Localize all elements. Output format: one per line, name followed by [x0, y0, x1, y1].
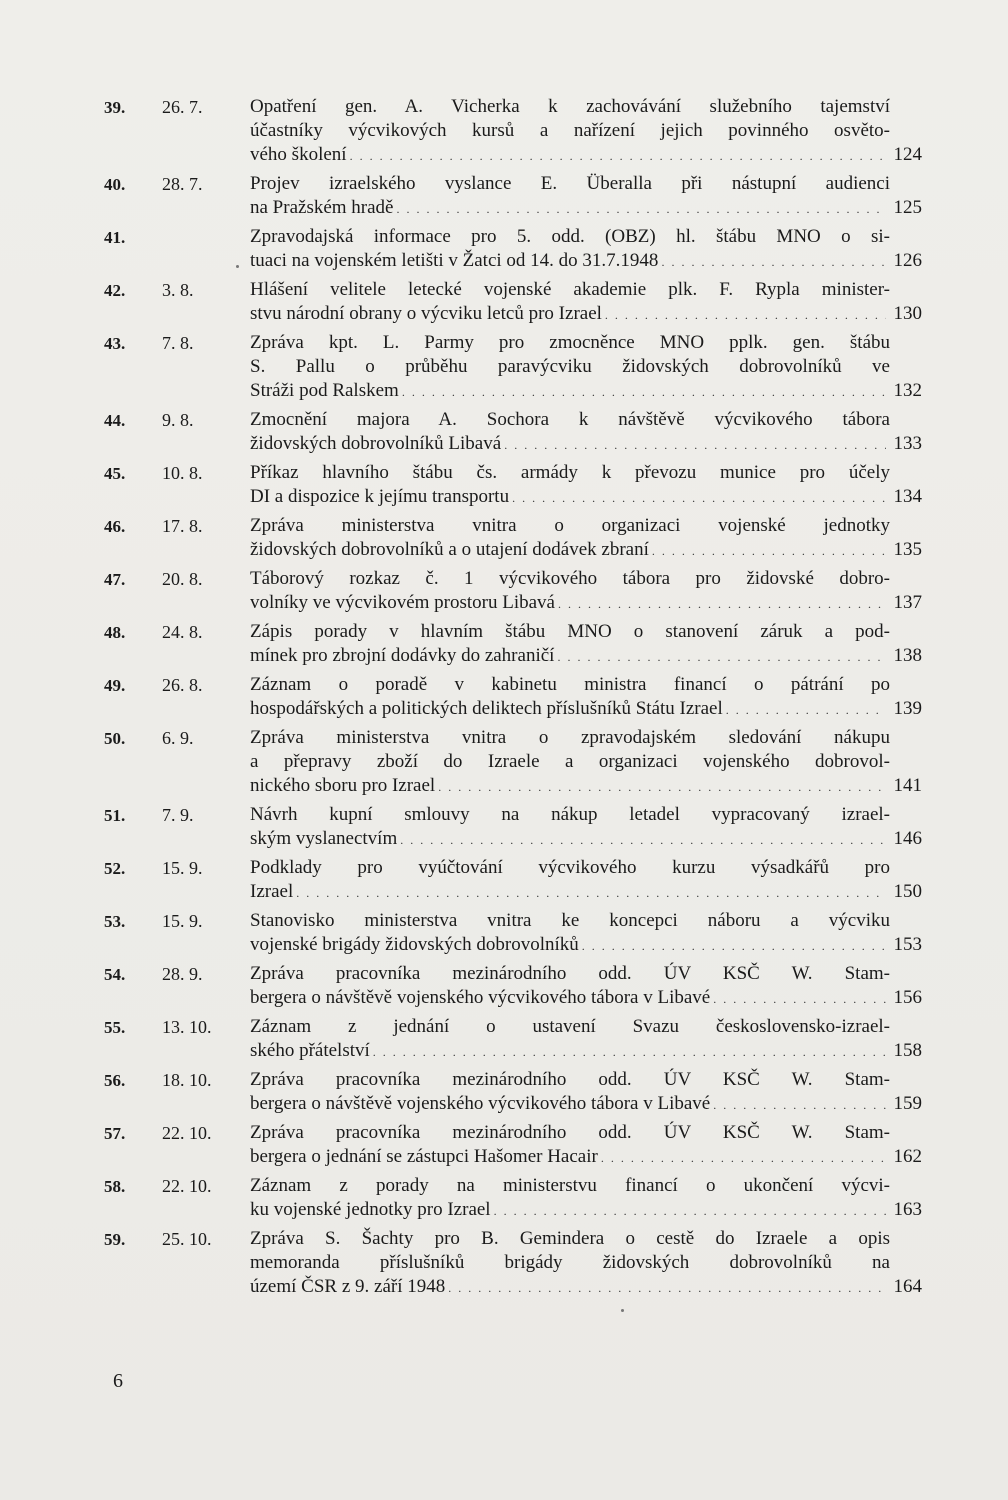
toc-entry [104, 461, 934, 510]
entry-title-line: Podklady pro vyúčtování výcvikového kurzu výsadkářů pro [250, 857, 890, 878]
toc-entry [104, 1015, 934, 1064]
entry-page-number: 158 [893, 1040, 922, 1061]
entry-title-last-line [250, 379, 922, 404]
entry-date: 28. 9. [162, 964, 203, 984]
entry-number: 53. [104, 912, 126, 931]
entry-title [250, 567, 934, 616]
entry-page-number: 163 [893, 1199, 922, 1220]
dot-leader [373, 1040, 886, 1064]
entry-title-line: účastníky výcvikových kursů a nařízení jejich povinného osvěto- [250, 120, 890, 141]
entry-title-last-line [250, 1039, 922, 1064]
toc-entry [104, 620, 934, 669]
entry-number: 56. [104, 1071, 126, 1090]
entry-number: 45. [104, 464, 126, 483]
entry-number: 42. [104, 281, 126, 300]
dot-leader [557, 645, 886, 669]
entry-title-line: S. Pallu o průběhu paravýcviku židovských dobrovolníků ve [250, 356, 890, 377]
toc-entry [104, 1174, 934, 1223]
entry-title [250, 514, 934, 563]
entry-date: 6. 9. [162, 728, 194, 748]
entry-title-line: vého školení [250, 144, 347, 165]
entry-title [250, 856, 934, 905]
entry-title-line: bergera o návštěvě vojenského výcvikového tábora v Libavé [250, 1093, 711, 1114]
entry-title-line: Hlášení velitele letecké vojenské akademie plk. F. Rypla minister- [250, 279, 890, 300]
dot-leader [448, 1276, 886, 1300]
dot-leader [504, 433, 886, 457]
entry-date: 15. 9. [162, 858, 203, 878]
toc-entry [104, 856, 934, 905]
entry-title-last-line [250, 986, 922, 1011]
toc-entry [104, 1227, 934, 1300]
entry-title-last-line [250, 1275, 922, 1300]
entry-title-last-line [250, 196, 922, 221]
toc-entry [104, 673, 934, 722]
entry-title-last-line [250, 538, 922, 563]
dot-leader [582, 934, 886, 958]
entry-title [250, 673, 934, 722]
table-of-contents [104, 95, 934, 1304]
entry-number: 43. [104, 334, 126, 353]
entry-title [250, 962, 934, 1011]
entry-page-number: 164 [893, 1276, 922, 1297]
entry-title-line: Záznam o poradě v kabinetu ministra financí o pátrání po [250, 674, 890, 695]
entry-date: 22. 10. [162, 1176, 212, 1196]
entry-date: 26. 8. [162, 675, 203, 695]
dot-leader [558, 592, 886, 616]
entry-page-number: 159 [893, 1093, 922, 1114]
entry-title-line: Záznam z porady na ministerstvu financí o ukončení výcvi- [250, 1175, 890, 1196]
entry-number: 59. [104, 1230, 126, 1249]
entry-date: 24. 8. [162, 622, 203, 642]
entry-title-line: Návrh kupní smlouvy na nákup letadel vypracovaný izrael- [250, 804, 890, 825]
toc-entry [104, 172, 934, 221]
dot-leader [438, 775, 886, 799]
entry-title [250, 461, 934, 510]
entry-title-line: Zpráva S. Šachty pro B. Gemindera o cestě do Izraele a opis [250, 1228, 890, 1249]
entry-title-line: stvu národní obrany o výcviku letců pro Izrael [250, 303, 602, 324]
entry-title-line: ku vojenské jednotky pro Izrael [250, 1199, 491, 1220]
entry-title-line: Zpráva kpt. L. Parmy pro zmocněnce MNO pplk. gen. štábu [250, 332, 890, 353]
paper-speck [236, 265, 239, 268]
entry-title-line: vojenské brigády židovských dobrovolníků [250, 934, 579, 955]
entry-date: 7. 8. [162, 333, 194, 353]
entry-title-line: tuaci na vojenském letišti v Žatci od 14. do 31.7.1948 [250, 250, 659, 271]
entry-title-last-line [250, 774, 922, 799]
dot-leader [512, 486, 886, 510]
entry-number: 57. [104, 1124, 126, 1143]
dot-leader [601, 1146, 886, 1170]
entry-page-number: 139 [893, 698, 922, 719]
entry-page-number: 133 [893, 433, 922, 454]
entry-title-line: Táborový rozkaz č. 1 výcvikového tábora pro židovské dobro- [250, 568, 890, 589]
toc-entry [104, 726, 934, 799]
entry-title [250, 172, 934, 221]
entry-title [250, 803, 934, 852]
entry-title-line: na Pražském hradě [250, 197, 394, 218]
entry-title-line: Zpráva ministerstva vnitra o organizaci vojenské jednotky [250, 515, 890, 536]
entry-title-last-line [250, 1145, 922, 1170]
entry-title-last-line [250, 933, 922, 958]
entry-page-number: 130 [893, 303, 922, 324]
entry-title-line: Projev izraelského vyslance E. Überalla při nástupní audienci [250, 173, 890, 194]
entry-title [250, 909, 934, 958]
entry-title-line: ským vyslanectvím [250, 828, 398, 849]
entry-title-last-line [250, 302, 922, 327]
entry-title-last-line [250, 591, 922, 616]
dot-leader [350, 144, 886, 168]
entry-title-line: židovských dobrovolníků Libavá [250, 433, 502, 454]
toc-entry [104, 95, 934, 168]
entry-date: 17. 8. [162, 516, 203, 536]
entry-page-number: 137 [893, 592, 922, 613]
entry-number: 58. [104, 1177, 126, 1196]
entry-title-line: židovských dobrovolníků a o utajení dodávek zbraní [250, 539, 649, 560]
entry-date: 28. 7. [162, 174, 203, 194]
entry-number: 52. [104, 859, 126, 878]
dot-leader [713, 987, 886, 1011]
entry-title [250, 1174, 934, 1223]
toc-entry [104, 1068, 934, 1117]
toc-entry [104, 567, 934, 616]
entry-title-last-line [250, 432, 922, 457]
entry-number: 54. [104, 965, 126, 984]
entry-title-line: hospodářských a politických deliktech příslušníků Státu Izrael [250, 698, 723, 719]
toc-entry [104, 278, 934, 327]
entry-page-number: 135 [893, 539, 922, 560]
entry-title-line: bergera o jednání se zástupci Hašomer Hacair [250, 1146, 598, 1167]
entry-number: 41. [104, 228, 126, 247]
entry-title-last-line [250, 644, 922, 669]
entry-title-line: ského přátelství [250, 1040, 370, 1061]
entry-title-last-line [250, 827, 922, 852]
entry-title-line: Stanovisko ministerstva vnitra ke koncepci náboru a výcviku [250, 910, 890, 931]
entry-title-last-line [250, 1198, 922, 1223]
entry-title [250, 1227, 934, 1300]
entry-title-line: DI a dispozice k jejímu transportu [250, 486, 510, 507]
dot-leader [726, 698, 886, 722]
entry-date: 22. 10. [162, 1123, 212, 1143]
entry-title [250, 620, 934, 669]
entry-number: 51. [104, 806, 126, 825]
entry-title-line: Zpráva pracovníka mezinárodního odd. ÚV KSČ W. Stam- [250, 963, 890, 984]
entry-number: 50. [104, 729, 126, 748]
entry-title-line: Zpráva pracovníka mezinárodního odd. ÚV KSČ W. Stam- [250, 1069, 890, 1090]
entry-title-last-line [250, 143, 922, 168]
dot-leader [605, 303, 886, 327]
dot-leader [296, 881, 886, 905]
entry-title-line: memoranda příslušníků brigády židovských dobrovolníků na [250, 1252, 890, 1273]
entry-page-number: 150 [893, 881, 922, 902]
toc-entry [104, 408, 934, 457]
paper-speck [621, 1309, 624, 1312]
entry-title-line: Izrael [250, 881, 294, 902]
entry-page-number: 126 [893, 250, 922, 271]
toc-entry [104, 909, 934, 958]
entry-title-line: Záznam z jednání o ustavení Svazu československo-izrael- [250, 1016, 890, 1037]
toc-entry [104, 514, 934, 563]
dot-leader [400, 828, 886, 852]
entry-title [250, 1068, 934, 1117]
entry-date: 15. 9. [162, 911, 203, 931]
toc-entry [104, 225, 934, 274]
toc-entry [104, 331, 934, 404]
page-number: 6 [113, 1370, 123, 1392]
dot-leader [402, 380, 886, 404]
entry-title-line: mínek pro zbrojní dodávky do zahraničí [250, 645, 555, 666]
entry-date: 10. 8. [162, 463, 203, 483]
entry-page-number: 124 [893, 144, 922, 165]
entry-title-line: a přepravy zboží do Izraele a organizaci vojenského dobrovol- [250, 751, 890, 772]
entry-title-line: nického sboru pro Izrael [250, 775, 436, 796]
entry-number: 48. [104, 623, 126, 642]
entry-title-last-line [250, 697, 922, 722]
entry-title-line: území ČSR z 9. září 1948 [250, 1276, 446, 1297]
entry-number: 47. [104, 570, 126, 589]
entry-title [250, 726, 934, 799]
entry-title-line: Zápis porady v hlavním štábu MNO o stanovení záruk a pod- [250, 621, 890, 642]
entry-title-line: Stráži pod Ralskem [250, 380, 399, 401]
entry-page-number: 146 [893, 828, 922, 849]
entry-page-number: 132 [893, 380, 922, 401]
dot-leader [494, 1199, 886, 1223]
entry-page-number: 125 [893, 197, 922, 218]
entry-page-number: 162 [893, 1146, 922, 1167]
entry-date: 3. 8. [162, 280, 194, 300]
entry-title-last-line [250, 1092, 922, 1117]
dot-leader [713, 1093, 886, 1117]
entry-title-line: Příkaz hlavního štábu čs. armády k převozu munice pro účely [250, 462, 890, 483]
entry-title [250, 1121, 934, 1170]
entry-title [250, 225, 934, 274]
entry-title-last-line [250, 485, 922, 510]
entry-title-line: volníky ve výcvikovém prostoru Libavá [250, 592, 555, 613]
entry-page-number: 134 [893, 486, 922, 507]
toc-entry [104, 962, 934, 1011]
entry-title [250, 278, 934, 327]
entry-title-line: Zmocnění majora A. Sochora k návštěvě výcvikového tábora [250, 409, 890, 430]
toc-entry [104, 1121, 934, 1170]
entry-date: 18. 10. [162, 1070, 212, 1090]
entry-page-number: 138 [893, 645, 922, 666]
entry-title [250, 331, 934, 404]
entry-page-number: 156 [893, 987, 922, 1008]
entry-number: 46. [104, 517, 126, 536]
entry-date: 26. 7. [162, 97, 203, 117]
dot-leader [661, 250, 886, 274]
entry-number: 40. [104, 175, 126, 194]
dot-leader [397, 197, 887, 221]
entry-title-line: bergera o návštěvě vojenského výcvikového tábora v Libavé [250, 987, 711, 1008]
entry-title [250, 408, 934, 457]
entry-title-last-line [250, 249, 922, 274]
dot-leader [652, 539, 886, 563]
entry-title-last-line [250, 880, 922, 905]
entry-date: 7. 9. [162, 805, 194, 825]
entry-date: 20. 8. [162, 569, 203, 589]
entry-title-line: Zpráva pracovníka mezinárodního odd. ÚV KSČ W. Stam- [250, 1122, 890, 1143]
entry-title [250, 95, 934, 168]
toc-entry [104, 803, 934, 852]
entry-title [250, 1015, 934, 1064]
entry-number: 55. [104, 1018, 126, 1037]
entry-number: 49. [104, 676, 126, 695]
entry-number: 39. [104, 98, 126, 117]
entry-number: 44. [104, 411, 126, 430]
entry-page-number: 153 [893, 934, 922, 955]
entry-title-line: Zpráva ministerstva vnitra o zpravodajském sledování nákupu [250, 727, 890, 748]
entry-title-line: Opatření gen. A. Vicherka k zachovávání služebního tajemství [250, 96, 890, 117]
entry-date: 9. 8. [162, 410, 194, 430]
entry-date: 13. 10. [162, 1017, 212, 1037]
entry-date: 25. 10. [162, 1229, 212, 1249]
entry-title-line: Zpravodajská informace pro 5. odd. (OBZ) hl. štábu MNO o si- [250, 226, 890, 247]
entry-page-number: 141 [893, 775, 922, 796]
